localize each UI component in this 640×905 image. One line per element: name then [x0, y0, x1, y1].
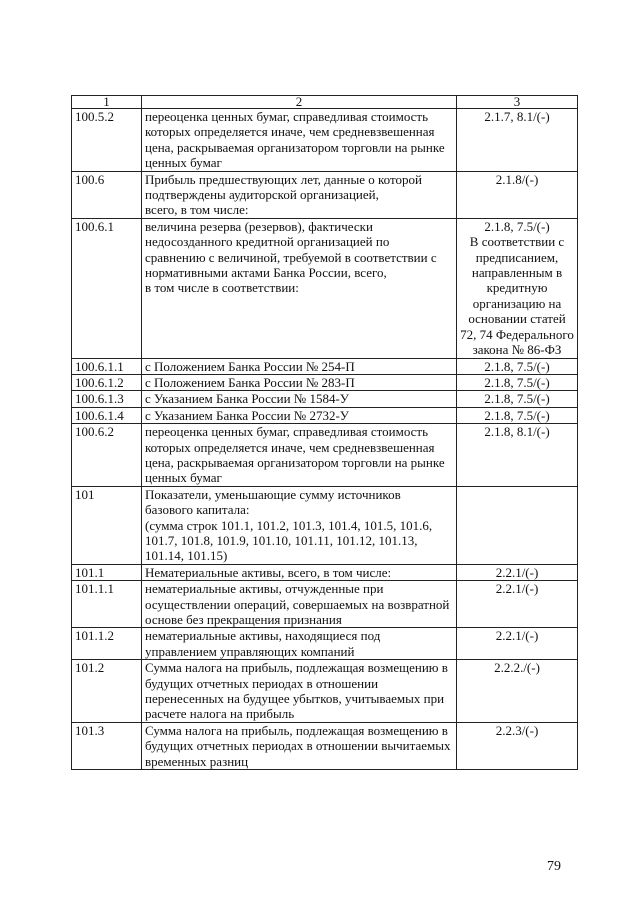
table-row [72, 407, 578, 423]
page-number: 79 [547, 859, 561, 874]
row-code: 101.3 [72, 722, 142, 769]
row-code: 100.6.1 [72, 218, 142, 358]
row-code: 100.5.2 [72, 109, 142, 172]
header-col-1: 1 [72, 96, 142, 109]
row-reference: 2.2.3/(-) [457, 722, 578, 769]
row-reference: 2.1.8, 7.5/(-) [457, 391, 578, 407]
row-reference: 2.2.1/(-) [457, 581, 578, 628]
row-description: с Положением Банка России № 254-П [142, 358, 457, 374]
row-code: 100.6.1.4 [72, 407, 142, 423]
row-reference: 2.1.8, 8.1/(-) [457, 424, 578, 487]
row-description: с Положением Банка России № 283-П [142, 374, 457, 390]
header-col-3: 3 [457, 96, 578, 109]
table-row [72, 218, 578, 358]
row-description: с Указанием Банка России № 1584-У [142, 391, 457, 407]
table-row [72, 358, 578, 374]
row-description: величина резерва (резервов), фактически недосозданного кредитной организацией по сравнению с величиной, требуемой в соответствии с нормативными актами Банка России, всего, в том числе в соответствии: [142, 218, 457, 358]
table-row [72, 628, 578, 660]
row-reference: 2.1.8/(-) [457, 171, 578, 218]
row-reference: 2.1.8, 7.5/(-) В соответствии с предписанием, направленным в кредитную организацию на основании статей 72, 74 Федерального закона № 86-ФЗ [457, 218, 578, 358]
row-description: Показатели, уменьшающие сумму источников базового капитала: (сумма строк 101.1, 101.2, 101.3, 101.4, 101.5, 101.6, 101.7, 101.8, 101.9, 101.10, 101.11, 101.12, 101.13, 101.14, 101.15) [142, 486, 457, 564]
row-description: с Указанием Банка России № 2732-У [142, 407, 457, 423]
row-reference: 2.1.8, 7.5/(-) [457, 358, 578, 374]
table-row [72, 660, 578, 723]
row-code: 101.1.2 [72, 628, 142, 660]
row-code: 101.1 [72, 564, 142, 580]
row-reference: 2.1.8, 7.5/(-) [457, 374, 578, 390]
row-reference: 2.2.1/(-) [457, 564, 578, 580]
row-code: 101.2 [72, 660, 142, 723]
row-reference: 2.2.1/(-) [457, 628, 578, 660]
row-code: 100.6.1.3 [72, 391, 142, 407]
row-code: 100.6 [72, 171, 142, 218]
table-row [72, 486, 578, 564]
row-code: 101 [72, 486, 142, 564]
table-row [72, 109, 578, 172]
table-row [72, 581, 578, 628]
table-row [72, 424, 578, 487]
row-code: 100.6.1.1 [72, 358, 142, 374]
row-code: 100.6.2 [72, 424, 142, 487]
row-description: Сумма налога на прибыль, подлежащая возмещению в будущих отчетных периодах в отношении перенесенных на будущее убытков, учитываемых при расчете налога на прибыль [142, 660, 457, 723]
row-code: 101.1.1 [72, 581, 142, 628]
row-description: Сумма налога на прибыль, подлежащая возмещению в будущих отчетных периодах в отношении вычитаемых временных разниц [142, 722, 457, 769]
row-reference: 2.2.2./(-) [457, 660, 578, 723]
row-reference: 2.1.8, 7.5/(-) [457, 407, 578, 423]
row-description: нематериальные активы, отчужденные при осуществлении операций, совершаемых на возвратной основе без прекращения признания [142, 581, 457, 628]
row-description: Нематериальные активы, всего, в том числе: [142, 564, 457, 580]
table-row [72, 171, 578, 218]
table-row [72, 722, 578, 769]
table-header-row [72, 96, 578, 109]
header-col-2: 2 [142, 96, 457, 109]
row-description: переоценка ценных бумаг, справедливая стоимость которых определяется иначе, чем средневзвешенная цена, раскрываемая организатором торговли на рынке ценных бумаг [142, 109, 457, 172]
table-row [72, 564, 578, 580]
row-description: Прибыль предшествующих лет, данные о которой подтверждены аудиторской организацией, всего, в том числе: [142, 171, 457, 218]
row-reference: 2.1.7, 8.1/(-) [457, 109, 578, 172]
row-description: переоценка ценных бумаг, справедливая стоимость которых определяется иначе, чем средневзвешенная цена, раскрываемая организатором торговли на рынке ценных бумаг [142, 424, 457, 487]
row-code: 100.6.1.2 [72, 374, 142, 390]
indicator-table [71, 95, 578, 770]
table-row [72, 374, 578, 390]
table-row [72, 391, 578, 407]
row-reference [457, 486, 578, 564]
row-description: нематериальные активы, находящиеся под управлением управляющих компаний [142, 628, 457, 660]
